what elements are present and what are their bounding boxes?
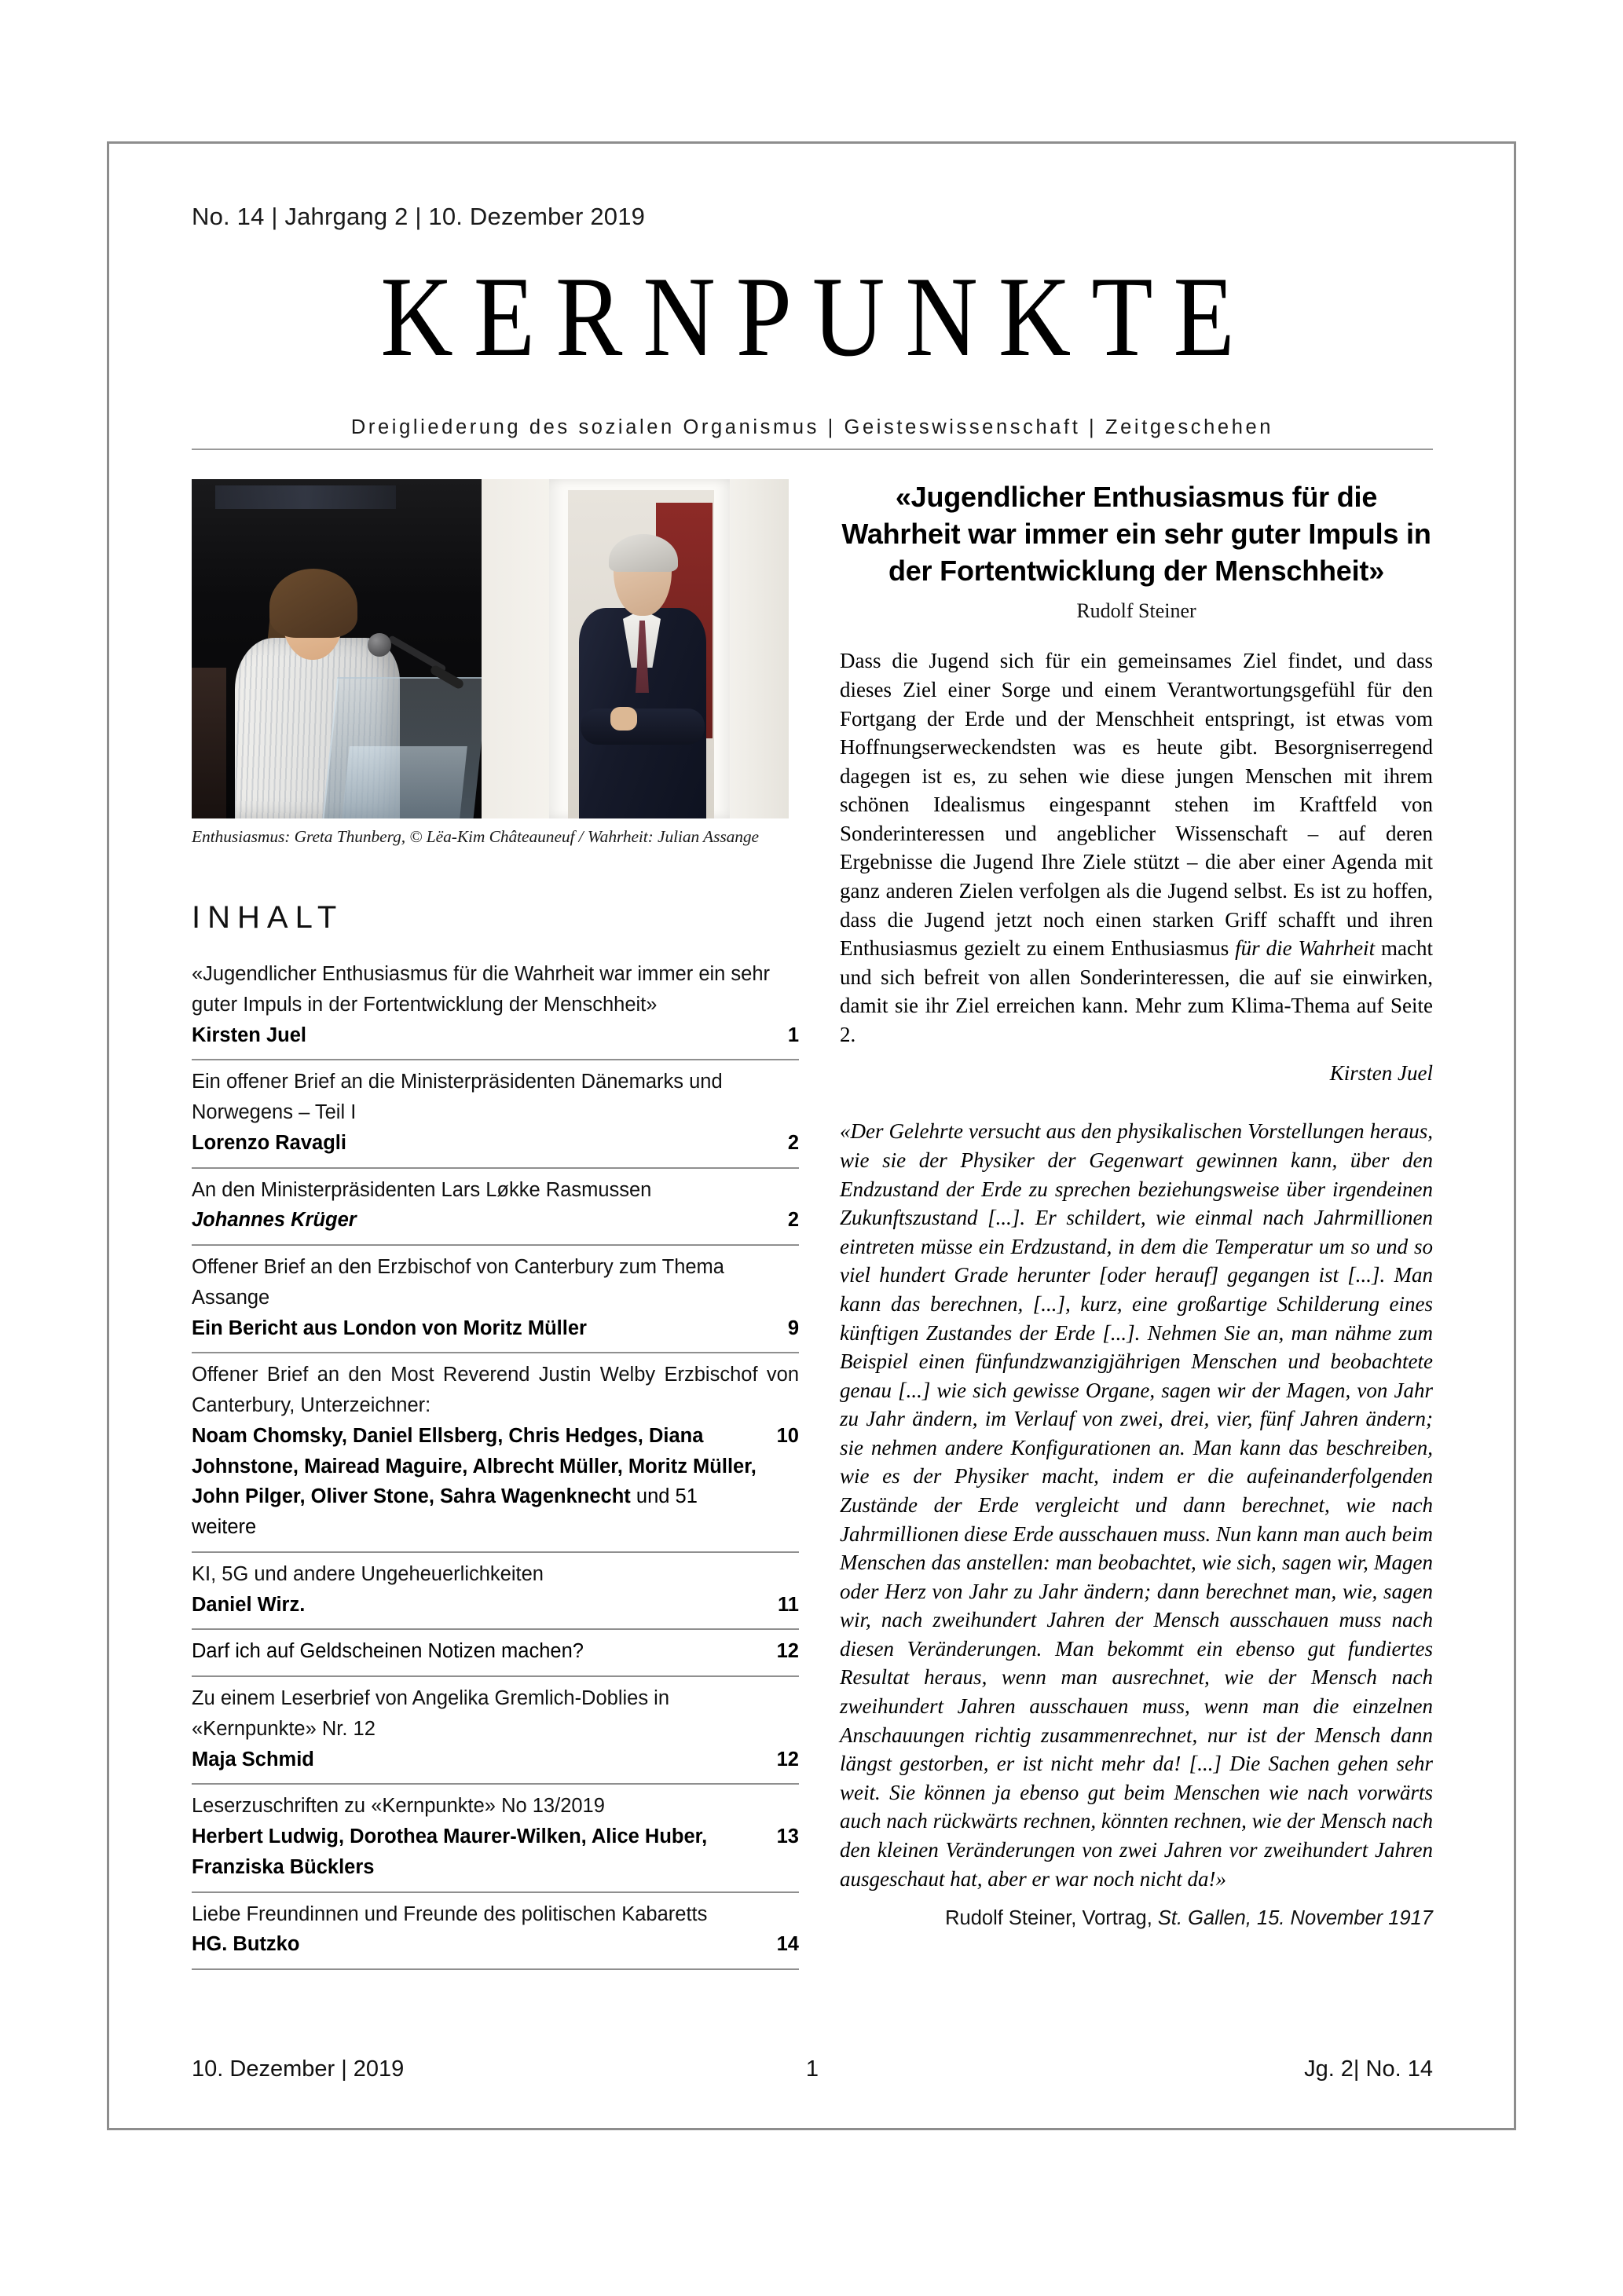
article-pull-quote: «Der Gelehrte versucht aus den physikalischen Vorstellungen heraus, wie sie der Physiker der Gegenwart gewinnen kann, über den Endzustand der Erde zu sprechen beziehungsweise über irgendeinen Zukunftszustand [...]. Er schildert, wie einmal nach Jahrmillionen eintreten müsse ein Erdzustand, in dem die Temperatur um so und so viel hundert Grade herunter [oder herauf] gegangen ist [...]. Man kann das berechnen, [...], kurz, eine großartige Schilderung eines künftigen Zustandes der Erde [...]. Nehmen Sie an, man nähme zum Beispiel einen fünfundzwanzigjährigen Menschen und beobachtete genau [...] wie sich gewisse Organe, sagen wir der Magen, von Jahr zu Jahr ändern, im Verlauf von zwei, drei, vier, fünf Jahren ändern; sie nehmen andere Konfigurationen an. Man kann das beschreiben, wie es der Physiker macht, indem er die aufeinanderfolgenden Zustände der Erde vergleicht und dann berechnet, wie nach Jahrmillionen diese Erde ausschauen muss. Nun kann man auch beim Menschen das anstellen: man beobachtet, wie sich, sagen wir, Magen oder Herz von Jahr zu Jahr ändern; dann berechnet man, wie, sagen wir, nach zweihundert Jahren der Mensch ausschauen muss nach diesen Veränderungen. Man bekommt ein ebenso gut fundiertes Resultat heraus, wenn man ausrechnet, wie der Mensch nach zweihundert Jahren ausschauen muss, wenn man die einzelnen Anschauungen richtig zusammenrechnet, nur ist der Mensch dann längst gestorben, er ist nicht mehr da! [...] Die Sachen gehen sehr weit. Sie können ja ebenso gut beim Menschen wie nach vorwärts auch nach rückwärts rechnen, könnten rechnen, wie der Mensch nach den kleinen Veränderungen von zwei Jahren vor zweihundert Jahren ausgeschaut hat, aber er war noch nicht da!» [840, 1119, 1433, 1891]
toc-entry-title: Liebe Freundinnen und Freunde des politischen Kabaretts [192, 1902, 708, 1925]
page-content [192, 203, 1433, 2072]
toc-entry-title: «Jugendlicher Enthusiasmus für die Wahrheit war immer ein sehr guter Impuls in der Fortentwicklung der Menschheit» [192, 963, 771, 1016]
stage-light-streak [215, 485, 396, 509]
quote-attribution-prefix: Rudolf Steiner, Vortrag, [945, 1907, 1158, 1930]
toc-entry-page: 2 [787, 1131, 799, 1154]
quote-attribution [840, 1907, 1433, 1930]
toc-entry[interactable] [192, 1353, 799, 1553]
lead-text-emphasis: für die Wahrheit [1235, 936, 1376, 961]
toc-entry-authors: Maja Schmid [192, 1748, 314, 1771]
toc-entry-meta [192, 1128, 799, 1159]
article-headline-attribution: Rudolf Steiner [1076, 599, 1196, 623]
article-lead-paragraph [840, 646, 1433, 1049]
toc-entry-authors: Lorenzo Ravagli [192, 1131, 346, 1154]
table-of-contents [192, 956, 799, 1970]
hand [610, 707, 637, 731]
toc-entry-meta [192, 1020, 799, 1051]
quote-attribution-location-date: St. Gallen, 15. November 1917 [1157, 1907, 1433, 1930]
toc-entry-page: 13 [776, 1825, 799, 1847]
toc-entry-authors: Noam Chomsky, Daniel Ellsberg, Chris Hedges, Diana Johnstone, Mairead Maguire, Albrecht Müller, Moritz Müller, John Pilger, Oliver Stone, Sahra Wagenknecht und 51 weitere [192, 1424, 757, 1538]
toc-entry-meta [192, 1822, 799, 1883]
wall-right [730, 479, 789, 818]
page-footer [192, 2056, 1433, 2082]
toc-entry[interactable] [192, 1677, 799, 1785]
masthead-divider [192, 449, 1433, 450]
content-columns [192, 479, 1433, 1970]
toc-entry-page: 1 [787, 1023, 799, 1046]
toc-entry[interactable] [192, 1169, 799, 1247]
toc-entry-title: Leserzuschriften zu «Kernpunkte» No 13/2019 [192, 1795, 605, 1818]
white-hair [609, 534, 678, 572]
footer-page-number: 1 [805, 2056, 819, 2082]
toc-entry-meta [192, 1205, 799, 1236]
article-byline: Kirsten Juel [1329, 1061, 1433, 1086]
toc-entry-meta [192, 1745, 799, 1775]
left-column [192, 479, 799, 1970]
right-column [840, 479, 1433, 1930]
toc-entry-authors-suffix: und 51 weitere [192, 1485, 698, 1538]
toc-entry-page: 2 [787, 1209, 799, 1232]
toc-entry-meta [192, 1421, 799, 1543]
toc-entry-page: 14 [776, 1933, 799, 1956]
toc-entry-authors: Herbert Ludwig, Dorothea Maurer-Wilken, Alice Huber, Franziska Bücklers [192, 1825, 708, 1878]
toc-entry-authors: Daniel Wirz. [192, 1593, 306, 1616]
toc-entry-title: KI, 5G und andere Ungeheuerlichkeiten [192, 1562, 544, 1585]
toc-entry-authors: Ein Bericht aus London von Moritz Müller [192, 1316, 587, 1339]
toc-entry[interactable] [192, 1785, 799, 1892]
cover-photo-block [192, 479, 789, 847]
page-frame [107, 141, 1516, 2130]
toc-heading: INHALT [192, 900, 344, 935]
toc-entry-meta [192, 1929, 799, 1960]
toc-entry-authors: HG. Butzko [192, 1933, 300, 1956]
toc-entry-page: 12 [776, 1640, 799, 1663]
photo-caption: Enthusiasmus: Greta Thunberg, © Lëa-Kim Châteauneuf / Wahrheit: Julian Assange [192, 827, 760, 846]
glass-podium-front [342, 746, 467, 818]
toc-entry-title: Ein offener Brief an die Ministerpräsidenten Dänemarks und Norwegens – Teil I [192, 1071, 723, 1123]
toc-entry[interactable] [192, 1893, 799, 1971]
photo-julian-assange [482, 479, 789, 818]
lead-text-part1: Dass die Jugend sich für ein gemeinsames Ziel findet, und dass dieses Ziel einer Sorge und einem Verantwortungsgefühl für den Fortgang der Erde und der Menschheit entspringt, ist etwas vom Hoffnungserweckendsten was es heute gibt. Besorgniserregend dagegen ist es, zu sehen wie diese jungen Menschen mit ihrem schönen Idealismus eingespannt stehen im Kraftfeld von Sonderinteressen und angeblicher Wissenschaft – auf deren Ergebnisse die Jugend Ihre Ziele stützt – die aber einer Agenda mit ganz anderen Zielen verfolgen als die Jugend selbst. Es ist zu hoffen, dass die Jugend jetzt noch einen starken Griff schafft und ihren Enthusiasmus gezielt zu einem Enthusiasmus [840, 649, 1433, 961]
article-headline: «Jugendlicher Enthusiasmus für die Wahrheit war immer ein sehr guter Impuls in der Fortentwicklung der Menschheit» [841, 481, 1431, 587]
masthead-subtitle: Dreigliederung des sozialen Organismus | Geisteswissenschaft | Zeitgeschehen [350, 416, 1274, 438]
toc-entry-meta [192, 1636, 799, 1667]
toc-entry-page: 11 [778, 1593, 799, 1616]
toc-entry-meta [192, 1590, 799, 1620]
toc-entry[interactable] [192, 1246, 799, 1353]
toc-entry-page: 9 [787, 1316, 799, 1339]
toc-entry-authors: Johannes Krüger [192, 1209, 357, 1232]
footer-issue: Jg. 2| No. 14 [1304, 2056, 1433, 2082]
masthead-title: KERNPUNKTE [380, 253, 1255, 380]
toc-entry-page: 10 [776, 1424, 799, 1447]
lead-text-part2: macht und sich befreit von allen Sonderinteressen, die auf sie einwirken, damit sie ihr Ziel erreichen kann. Mehr zum Klima-Thema auf Seite 2. [840, 936, 1433, 1046]
toc-entry[interactable] [192, 1060, 799, 1168]
toc-entry-title: An den Ministerpräsidenten Lars Løkke Rasmussen [192, 1178, 652, 1201]
crossed-arms [581, 709, 705, 745]
microphone-head [368, 633, 391, 657]
cover-photo [192, 479, 789, 818]
toc-entry-authors: Kirsten Juel [192, 1023, 306, 1046]
standing-figure [576, 522, 709, 818]
toc-entry-meta [192, 1313, 799, 1344]
issue-line: No. 14 | Jahrgang 2 | 10. Dezember 2019 [192, 203, 646, 230]
footer-date: 10. Dezember | 2019 [192, 2056, 405, 2082]
foreground-blur [192, 668, 226, 818]
toc-entry-page: 12 [776, 1748, 799, 1771]
photo-greta-thunberg [192, 479, 482, 818]
toc-entry-title: Offener Brief an den Erzbischof von Canterbury zum Thema Assange [192, 1256, 724, 1309]
hair [269, 569, 357, 638]
toc-entry[interactable] [192, 956, 799, 1060]
toc-entry-title: Offener Brief an den Most Reverend Justin Welby Erzbischof von Canterbury, Unterzeichner: [192, 1364, 799, 1416]
toc-entry[interactable] [192, 1630, 799, 1677]
toc-entry[interactable] [192, 1553, 799, 1631]
toc-entry-title: Darf ich auf Geldscheinen Notizen machen? [192, 1640, 584, 1663]
toc-entry-title: Zu einem Leserbrief von Angelika Gremlich-Doblies in «Kernpunkte» Nr. 12 [192, 1687, 670, 1740]
